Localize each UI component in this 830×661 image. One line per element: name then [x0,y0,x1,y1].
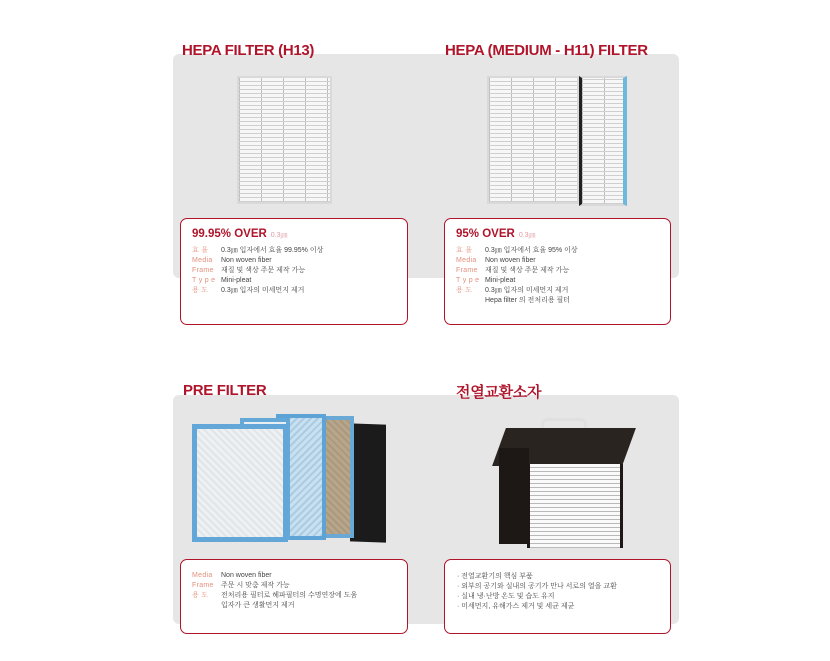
hepa-h11-title: HEPA (MEDIUM - H11) FILTER [445,42,648,59]
spec-value: Hepa filter 의 전처리용 필터 [485,297,571,304]
spec-value: Mini-pleat [221,277,252,284]
spec-value: 0.3㎛ 입자의 미세먼지 제거 [221,287,305,294]
bullet-item: · 미세먼지, 유해가스 제거 및 세균 제균 [457,603,575,610]
spec-value: 0.3㎛ 입자의 미세먼지 제거 [485,287,569,294]
spec-key: 효 율 [192,247,209,254]
hepa-h11-spec-card [444,218,671,325]
spec-key: 효 율 [456,247,473,254]
pre-filter-black-panel [350,423,386,542]
spec-key: Frame [192,267,214,274]
bullet-item: · 전열교환기의 핵심 부품 [457,573,533,580]
spec-key: 용 도 [456,287,473,294]
spec-row [192,246,323,256]
spec-row [456,296,578,306]
hepa-h13-efficiency: 99.95% OVER [192,228,267,240]
spec-value: 입자가 큰 생활먼지 제거 [221,602,295,609]
hepa-h11-filter-image [487,76,633,206]
spec-row [456,246,578,256]
spec-row [456,276,578,286]
spec-row [456,256,578,266]
spec-key: T y p e [456,277,480,284]
hepa-h13-spec-list [192,246,323,296]
spec-value: 주문 시 맞춤 제작 가능 [221,582,290,589]
spec-row [456,266,578,276]
heat-exchanger-image [497,418,633,548]
spec-key [456,296,485,306]
spec-key: Frame [192,582,214,589]
bullet-item: · 외부의 공기와 실내의 공기가 만나 서로의 열을 교환 [457,583,617,590]
spec-row [192,256,323,266]
spec-value: Non woven fiber [221,257,272,264]
spec-key: Media [192,257,213,264]
hepa-h11-headline [456,228,536,240]
spec-row [192,591,357,601]
pre-filter-image [192,414,392,544]
pre-filter-spec-card [180,559,408,634]
hepa-h13-filter-image [237,76,332,204]
hepa-h13-particle-size: 0.3㎛ [270,232,288,239]
spec-row [192,571,357,581]
spec-row [192,266,323,276]
spec-key: T y p e [192,277,216,284]
spec-key [192,601,221,611]
spec-key: 용 도 [192,287,209,294]
spec-row [192,581,357,591]
spec-value: Non woven fiber [485,257,536,264]
bullet-item: · 실내 냉·난방 온도 및 습도 유지 [457,593,555,600]
spec-row [192,286,323,296]
spec-key: Media [192,572,213,579]
spec-value: 0.3㎛ 입자에서 효율 99.95% 이상 [221,247,324,254]
hepa-h13-spec-card [180,218,408,325]
spec-value: 재질 및 색상 주문 제작 가능 [485,267,570,274]
spec-value: Non woven fiber [221,572,272,579]
spec-value: 재질 및 색상 주문 제작 가능 [221,267,306,274]
hepa-h11-spec-list [456,246,578,306]
spec-key: 용 도 [192,592,209,599]
heat-exchanger-left-face [499,448,529,544]
spec-key: Frame [456,267,478,274]
spec-value: 0.3㎛ 입자에서 효율 95% 이상 [485,247,578,254]
hepa-h11-efficiency: 95% OVER [456,228,515,240]
pre-filter-spec-list [192,571,357,611]
heat-exchanger-title: 전열교환소자 [456,384,542,401]
spec-row [192,276,323,286]
spec-value: Mini-pleat [485,277,516,284]
pre-filter-white-panel-front [192,424,288,542]
hepa-h11-panel-left [487,76,579,204]
spec-value: 전처리용 필터로 헤파필터의 수명연장에 도움 [221,592,358,599]
hepa-h13-title: HEPA FILTER (H13) [182,42,315,59]
heat-exchanger-front-face [527,464,623,548]
spec-row [192,601,357,611]
heat-exchanger-spec-card [444,559,671,634]
heat-exchanger-bullet-list [457,572,617,612]
hepa-h13-headline [192,228,288,240]
hepa-h11-panel-right [579,76,627,206]
pre-filter-title: PRE FILTER [183,382,267,399]
hepa-h11-particle-size: 0.3㎛ [518,232,536,239]
spec-key: Media [456,257,477,264]
spec-row [456,286,578,296]
